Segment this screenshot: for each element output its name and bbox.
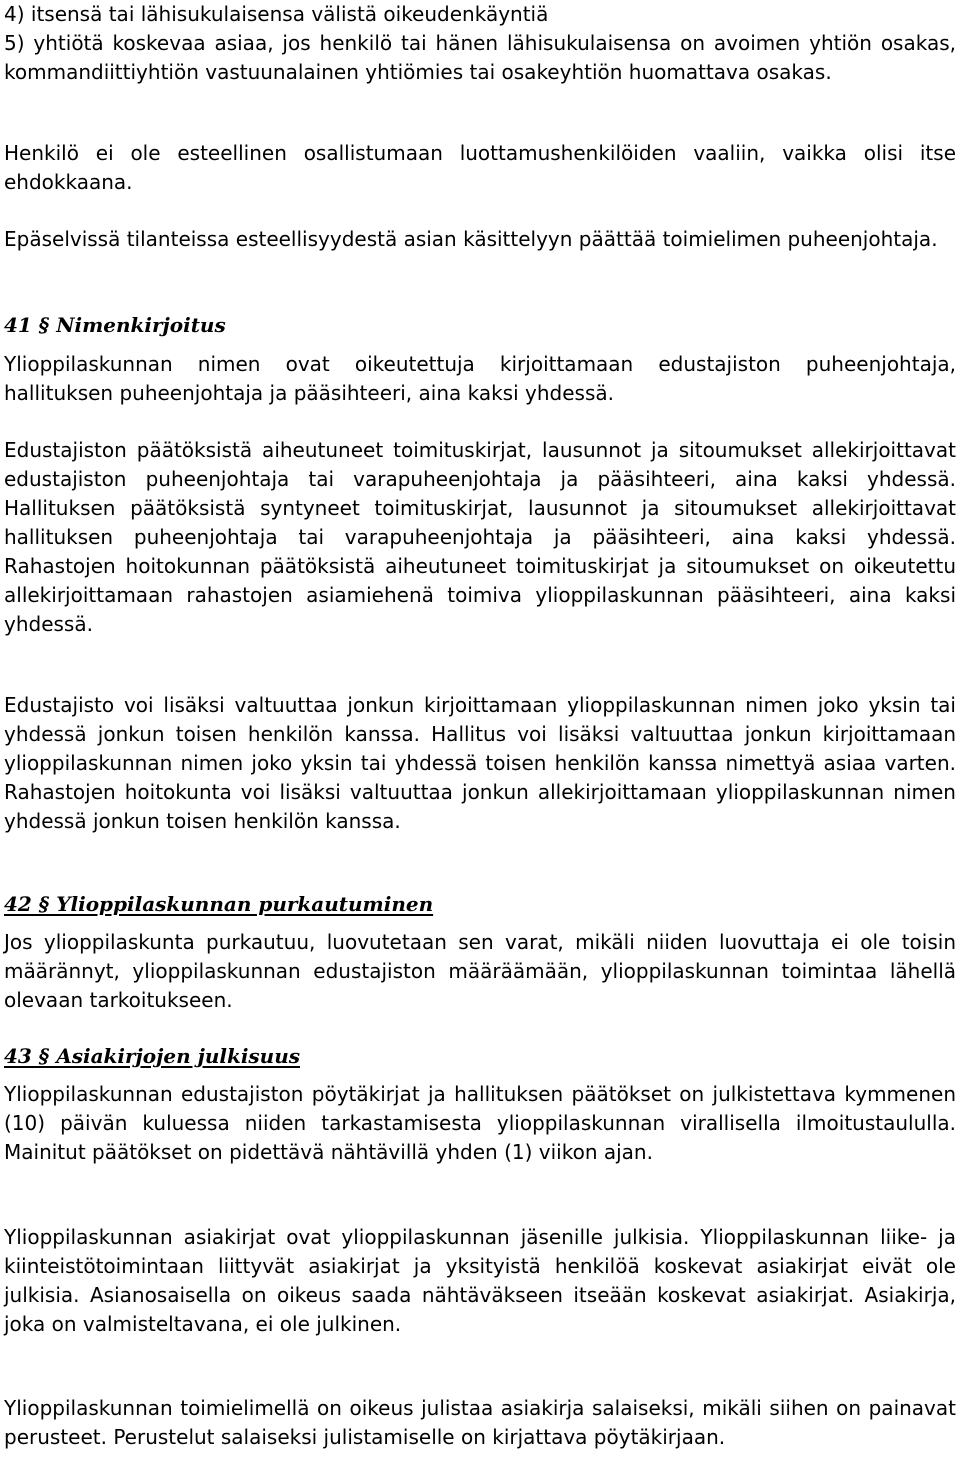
- section-41-paragraph-1: Ylioppilaskunnan nimen ovat oikeutettuja kirjoittamaan edustajiston puheenjohtaja, hallituksen puheenjohtaja ja pääsihteeri, aina kaksi yhdessä.: [4, 352, 956, 405]
- section-42-heading: 42 § Ylioppilaskunnan purkautuminen: [4, 892, 434, 916]
- section-43-paragraph-3: Ylioppilaskunnan toimielimellä on oikeus julistaa asiakirja salaiseksi, mikäli siihen on painavat perusteet. Perustelut salaiseksi julistamiselle on kirjattava pöytäkirjaan.: [4, 1396, 956, 1449]
- section-41-paragraph-2: Edustajiston päätöksistä aiheutuneet toimituskirjat, lausunnot ja sitoumukset allekirjoittavat edustajiston puheenjohtaja tai varapuheenjohtaja ja pääsihteeri, aina kaksi yhdessä. Hallituksen päätöksistä syntyneet toimituskirjat, lausunnot ja sitoumukset allekirjoittavat hallituksen puheenjohtaja tai varapuheenjohtaja ja pääsihteeri, aina kaksi yhdessä. Rahastojen hoitokunnan päätöksistä aiheutuneet toimituskirjat ja sitoumukset on oikeutettu allekirjoittamaan rahastojen asiamiehenä toimiva ylioppilaskunnan pääsihteeri, aina kaksi yhdessä.: [4, 438, 956, 636]
- section-41-paragraph-3: Edustajisto voi lisäksi valtuuttaa jonkun kirjoittamaan ylioppilaskunnan nimen joko yksin tai yhdessä jonkun toisen henkilön kanssa. Hallitus voi lisäksi valtuuttaa jonkun kirjoittamaan ylioppilaskunnan nimen joko yksin tai yhdessä toisen henkilön kanssa nimettyä asiaa varten. Rahastojen hoitokunta voi lisäksi valtuuttaa jonkun allekirjoittamaan ylioppilaskunnan nimen yhdessä jonkun toisen henkilön kanssa.: [4, 693, 956, 833]
- section-42-paragraph-1: Jos ylioppilaskunta purkautuu, luovutetaan sen varat, mikäli niiden luovuttaja ei ole toisin määrännyt, ylioppilaskunnan edustajiston määräämään, ylioppilaskunnan toimintaa lähellä olevaan tarkoitukseen.: [4, 930, 956, 1012]
- section-41-heading: 41 § Nimenkirjoitus: [4, 313, 226, 337]
- unclear-cases-paragraph: Epäselvissä tilanteissa esteellisyydestä asian käsittelyyn päättää toimielimen puheenjohtaja.: [4, 227, 938, 251]
- candidate-rule-paragraph: Henkilö ei ole esteellinen osallistumaan luottamushenkilöiden vaaliin, vaikka olisi itse ehdokkaana.: [4, 141, 956, 194]
- list-item-5: 5) yhtiötä koskevaa asiaa, jos henkilö tai hänen lähisukulaisensa on avoimen yhtiön osakas, kommandiittiyhtiön vastuunalainen yhtiömies tai osakeyhtiön huomattava osakas.: [4, 31, 956, 84]
- section-43-paragraph-2: Ylioppilaskunnan asiakirjat ovat ylioppilaskunnan jäsenille julkisia. Ylioppilaskunnan liike- ja kiinteistötoimintaan liittyvät asiakirjat ja yksityistä henkilöä koskevat asiakirjat eivät ole julkisia. Asianosaisella on oikeus saada nähtäväkseen itseään koskevat asiakirjat. Asiakirja, joka on valmisteltavana, ei ole julkinen.: [4, 1225, 956, 1336]
- list-item-4: 4) itsensä tai lähisukulaisensa välistä oikeudenkäyntiä: [4, 2, 549, 26]
- section-43-paragraph-1: Ylioppilaskunnan edustajiston pöytäkirjat ja hallituksen päätökset on julkistettava kymmenen (10) päivän kuluessa niiden tarkastamisesta ylioppilaskunnan virallisella ilmoitustaululla. Mainitut päätökset on pidettävä nähtävillä yhden (1) viikon ajan.: [4, 1082, 956, 1164]
- section-43-heading: 43 § Asiakirjojen julkisuus: [4, 1044, 301, 1068]
